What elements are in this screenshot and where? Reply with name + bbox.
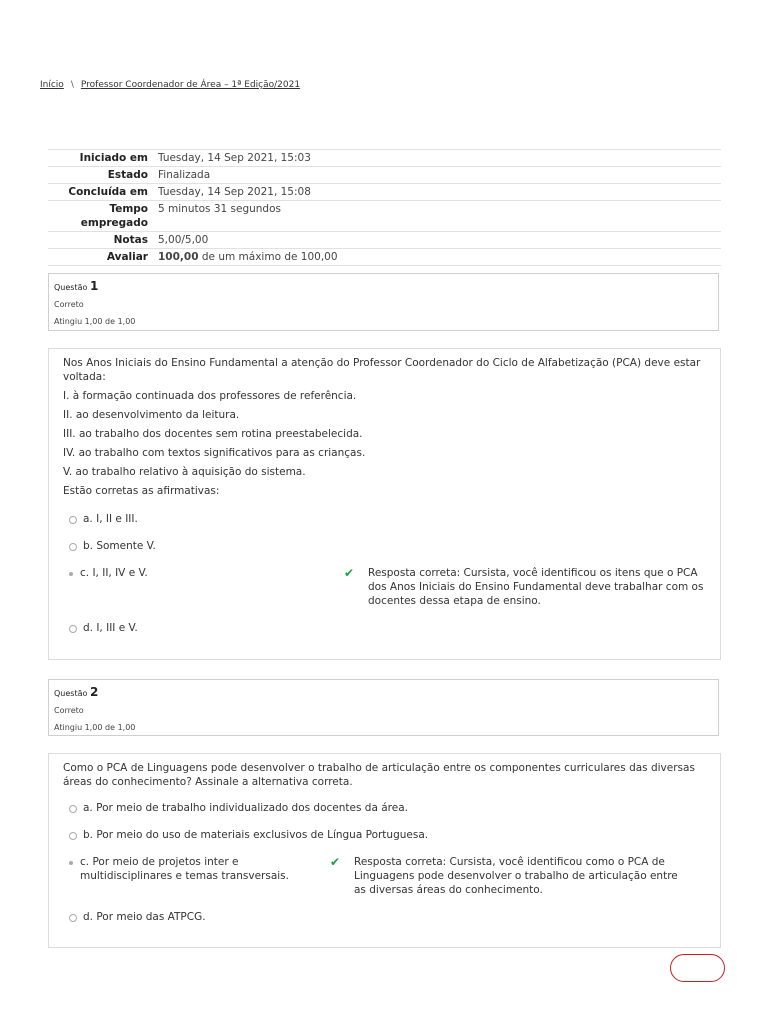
- radio-checked-icon[interactable]: [69, 572, 73, 576]
- answer-options: [63, 801, 706, 924]
- question-stem-item: I. à formação continuada dos professores de referência.: [63, 390, 357, 402]
- question-2-content: [48, 753, 721, 948]
- question-stem-item: IV. ao trabalho com textos significativos para as crianças.: [63, 447, 366, 459]
- answer-option-d[interactable]: [63, 910, 706, 924]
- answer-label: d. I, III e V.: [83, 622, 138, 634]
- question-stem-item: III. ao trabalho dos docentes sem rotina preestabelecida.: [63, 428, 363, 440]
- radio-checked-icon[interactable]: [69, 861, 73, 865]
- summary-value: Finalizada: [158, 169, 211, 181]
- answer-label: a. I, II e III.: [83, 513, 138, 525]
- answer-feedback: Resposta correta: Cursista, você identificou como o PCA de Linguagens pode desenvolver o trabalho de articulação entre as diversas áreas do conhecimento.: [354, 856, 678, 896]
- question-grade: Atingiu 1,00 de 1,00: [54, 317, 136, 326]
- summary-label: Notas: [113, 234, 148, 246]
- question-grade: Atingiu 1,00 de 1,00: [54, 723, 136, 732]
- grade-value: 100,00: [158, 251, 199, 263]
- summary-value: [158, 249, 721, 266]
- answer-option-a[interactable]: [63, 801, 706, 815]
- summary-row-time: [48, 201, 721, 232]
- question-state: Correto: [54, 300, 84, 309]
- attempt-summary-table: [48, 149, 721, 266]
- radio-icon[interactable]: [69, 805, 77, 813]
- question-state: Correto: [54, 706, 84, 715]
- summary-value: 5 minutos 31 segundos: [158, 203, 281, 215]
- check-icon: ✔: [330, 855, 341, 869]
- summary-label: Estado: [107, 169, 148, 181]
- answer-option-a[interactable]: [63, 512, 706, 526]
- radio-icon[interactable]: [69, 832, 77, 840]
- answer-label: b. Somente V.: [83, 540, 156, 552]
- question-number: [54, 684, 718, 702]
- question-prefix: Questão: [54, 283, 88, 292]
- breadcrumb-home-link[interactable]: Início: [40, 80, 64, 90]
- floating-action-button[interactable]: [670, 954, 725, 982]
- question-prompt: Estão corretas as afirmativas:: [63, 485, 220, 497]
- summary-row-started: [48, 150, 721, 167]
- summary-row-marks: [48, 232, 721, 249]
- question-number-value: 2: [89, 685, 99, 699]
- answer-option-d[interactable]: [63, 621, 706, 635]
- question-stem: Nos Anos Iniciais do Ensino Fundamental a atenção do Professor Coordenador do Ciclo de Alfabetização (PCA) deve estar voltada:: [63, 357, 701, 383]
- answer-options: [63, 512, 706, 635]
- question-1-info: [48, 273, 719, 331]
- breadcrumb-course-link[interactable]: Professor Coordenador de Área – 1ª Edição/2021: [80, 80, 301, 90]
- summary-label: Iniciado em: [79, 152, 148, 164]
- check-icon: ✔: [344, 566, 355, 580]
- breadcrumb-separator: \: [70, 80, 74, 90]
- summary-label: Avaliar: [106, 251, 148, 263]
- answer-option-b[interactable]: [63, 539, 706, 553]
- summary-label: Concluída em: [68, 186, 148, 198]
- question-2-info: [48, 679, 719, 736]
- answer-feedback: Resposta correta: Cursista, você identificou os itens que o PCA dos Anos Iniciais do Ensino Fundamental deve trabalhar com os docentes dessa etapa de ensino.: [368, 567, 704, 607]
- summary-value: Tuesday, 14 Sep 2021, 15:08: [158, 186, 311, 198]
- answer-option-c[interactable]: [63, 855, 706, 897]
- answer-option-c[interactable]: [63, 566, 706, 608]
- radio-icon[interactable]: [69, 625, 77, 633]
- answer-label: b. Por meio do uso de materiais exclusivos de Língua Portuguesa.: [83, 829, 429, 841]
- answer-label: d. Por meio das ATPCG.: [83, 911, 206, 923]
- answer-label: c. I, II, IV e V.: [80, 567, 148, 579]
- answer-label: c. Por meio de projetos inter e multidisciplinares e temas transversais.: [80, 856, 289, 882]
- summary-row-completed: [48, 184, 721, 201]
- grade-max: de um máximo de 100,00: [198, 251, 338, 263]
- answer-option-b[interactable]: [63, 828, 706, 842]
- question-number: [54, 278, 718, 296]
- summary-value: Tuesday, 14 Sep 2021, 15:03: [158, 152, 311, 164]
- summary-row-grade: [48, 249, 721, 266]
- summary-label: Tempo empregado: [80, 203, 148, 229]
- question-stem-item: V. ao trabalho relativo à aquisição do sistema.: [63, 466, 306, 478]
- answer-label: a. Por meio de trabalho individualizado dos docentes da área.: [83, 802, 408, 814]
- summary-value: 5,00/5,00: [158, 234, 209, 246]
- question-stem: Como o PCA de Linguagens pode desenvolver o trabalho de articulação entre os componentes curriculares das diversas áreas do conhecimento? Assinale a alternativa correta.: [63, 762, 695, 788]
- question-prefix: Questão: [54, 689, 88, 698]
- question-number-value: 1: [89, 279, 99, 293]
- question-1-content: [48, 348, 721, 660]
- question-stem-item: II. ao desenvolvimento da leitura.: [63, 409, 240, 421]
- breadcrumb: [40, 80, 300, 90]
- radio-icon[interactable]: [69, 516, 77, 524]
- summary-row-state: [48, 167, 721, 184]
- radio-icon[interactable]: [69, 914, 77, 922]
- radio-icon[interactable]: [69, 543, 77, 551]
